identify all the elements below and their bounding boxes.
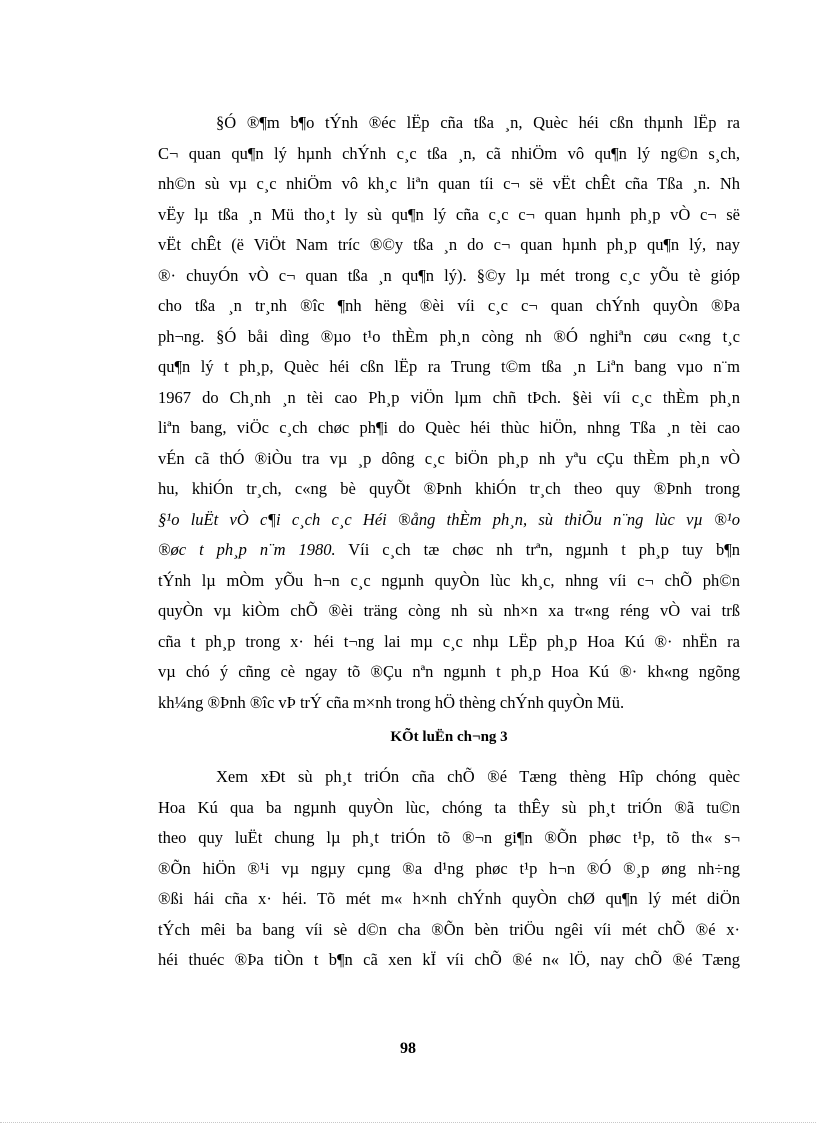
text-line: tÝch mêi ba bang víi sè d©n cha ®Õn bèn triÖu ngêi víi mét chÕ ®é x· [158, 919, 740, 939]
text-line: kh¼ng ®Þnh ®îc vÞ trÝ cña m×nh trong hÖ thèng chÝnh quyÒn Mü. [158, 692, 625, 712]
text-line: cña t ph¸p trong x· héi t¬ng lai mµ c¸c nhµ LËp ph¸p Hoa Kú ®· nhËn ra [158, 631, 740, 651]
text-line: C¬ quan qu¶n lý hµnh chÝnh c¸c tßa ¸n, cã nhiÖm vô qu¶n lý ng©n s¸ch, [158, 143, 740, 163]
italic-citation: ®øc t ph¸p n¨m 1980. [158, 540, 336, 559]
text-line: theo quy luËt chung lµ ph¸t triÓn tõ ®¬n gi¶n ®Õn phøc t¹p, tõ th« s¬ [158, 828, 740, 847]
text-line: héi thuéc ®Þa tiÒn t b¶n cã xen kÏ víi chÕ ®é n« lÖ, nay chÕ ®é Tæng [158, 950, 740, 969]
text-line: ®ßi hái cña x· héi. Tõ mét m« h×nh chÝnh quyÒn chØ qu¶n lý mét diÖn [158, 889, 740, 908]
text-line: ®Õn hiÖn ®¹i vµ ngµy cµng ®a d¹ng phøc t¹p h¬n ®Ó ®¸p øng nh÷ng [158, 858, 740, 878]
section-heading: KÕt luËn ch¬ng 3 [390, 729, 508, 745]
text-line: quyÒn vµ kiÒm chÕ ®èi träng còng nh sù nh×n xa tr«ng réng vÒ vai trß [158, 601, 740, 620]
text-line: qu¶n lý t ph¸p, Quèc héi cßn lËp ra Trung t©m tßa ¸n Liªn bang vµo n¨m [158, 357, 740, 376]
page-number: 98 [400, 1040, 416, 1057]
text-line: Hoa Kú qua ba ngµnh quyÒn lùc, chóng ta thÊy sù ph¸t triÓn ®ã tu©n [158, 797, 740, 817]
text-line: ph¬ng. §Ó båi dìng ®µo t¹o thÈm ph¸n còng nh ®Ó nghiªn cøu c«ng t¸c [158, 326, 740, 346]
text-line: vËt chÊt (ë ViÖt Nam tríc ®©y tßa ¸n do c¬ quan hµnh ph¸p qu¶n lý, nay [158, 235, 740, 254]
text-line: vÉn cã thÓ ®iÒu tra vµ ¸p dông c¸c biÖn ph¸p nh yªu cÇu thÈm ph¸n vÒ [158, 448, 740, 468]
paragraph-1 [158, 108, 740, 718]
text-line: vËy lµ tßa ¸n Mü tho¸t ly sù qu¶n lý cña c¸c c¬ quan hµnh ph¸p vÒ c¬ së [158, 204, 740, 224]
text-line: hu, khiÓn tr¸ch, c«ng bè quyÕt ®Þnh khiÓn tr¸ch theo quy ®Þnh trong [158, 479, 740, 498]
body-text [158, 108, 740, 976]
text-line: ®· chuyÓn vÒ c¬ quan tßa ¸n qu¶n lý). §©y lµ mét trong c¸c yÕu tè gióp [158, 265, 740, 285]
text-line: §Ó ®¶m b¶o tÝnh ®éc lËp cña tßa ¸n, Quèc héi cßn thµnh lËp ra [216, 113, 740, 132]
text-line: tÝnh lµ mÒm yÕu h¬n c¸c ngµnh quyÒn lùc kh¸c, nhng víi c¬ chÕ ph©n [158, 570, 740, 590]
text-line: 1967 do Ch¸nh ¸n tèi cao Ph¸p viÖn lµm chñ tÞch. §èi víi c¸c thÈm ph¸n [158, 387, 740, 407]
text-line: Xem xÐt sù ph¸t triÓn cña chÕ ®é Tæng thèng Hîp chóng quèc [216, 767, 740, 786]
italic-text-line: §¹o luËt vÒ c¶i c¸ch c¸c Héi ®ång thÈm ph¸n, sù thiÕu n¨ng lùc vµ ®¹o [158, 509, 740, 529]
text-line: liªn bang, viÖc c¸ch chøc ph¶i do Quèc héi thùc hiÖn, nhng Tßa ¸n tèi cao [158, 418, 740, 437]
text-line: cho tßa ¸n tr¸nh ®îc ¶nh hëng ®èi víi c¸c c¬ quan chÝnh quyÒn ®Þa [158, 296, 740, 315]
text-run: Víi c¸ch tæ chøc nh trªn, ngµnh t ph¸p tuy b¶n [335, 540, 740, 559]
text-line: vµ chó ý cñng cè ngay tõ ®Çu nªn ngµnh t ph¸p Hoa Kú ®· kh«ng ngõng [158, 662, 740, 681]
text-line: nh©n sù vµ c¸c nhiÖm vô kh¸c liªn quan tíi c¬ së vËt chÊt cña Tßa ¸n. Nh [158, 174, 740, 193]
mixed-text-line [158, 535, 740, 566]
paragraph-2 [158, 762, 740, 976]
